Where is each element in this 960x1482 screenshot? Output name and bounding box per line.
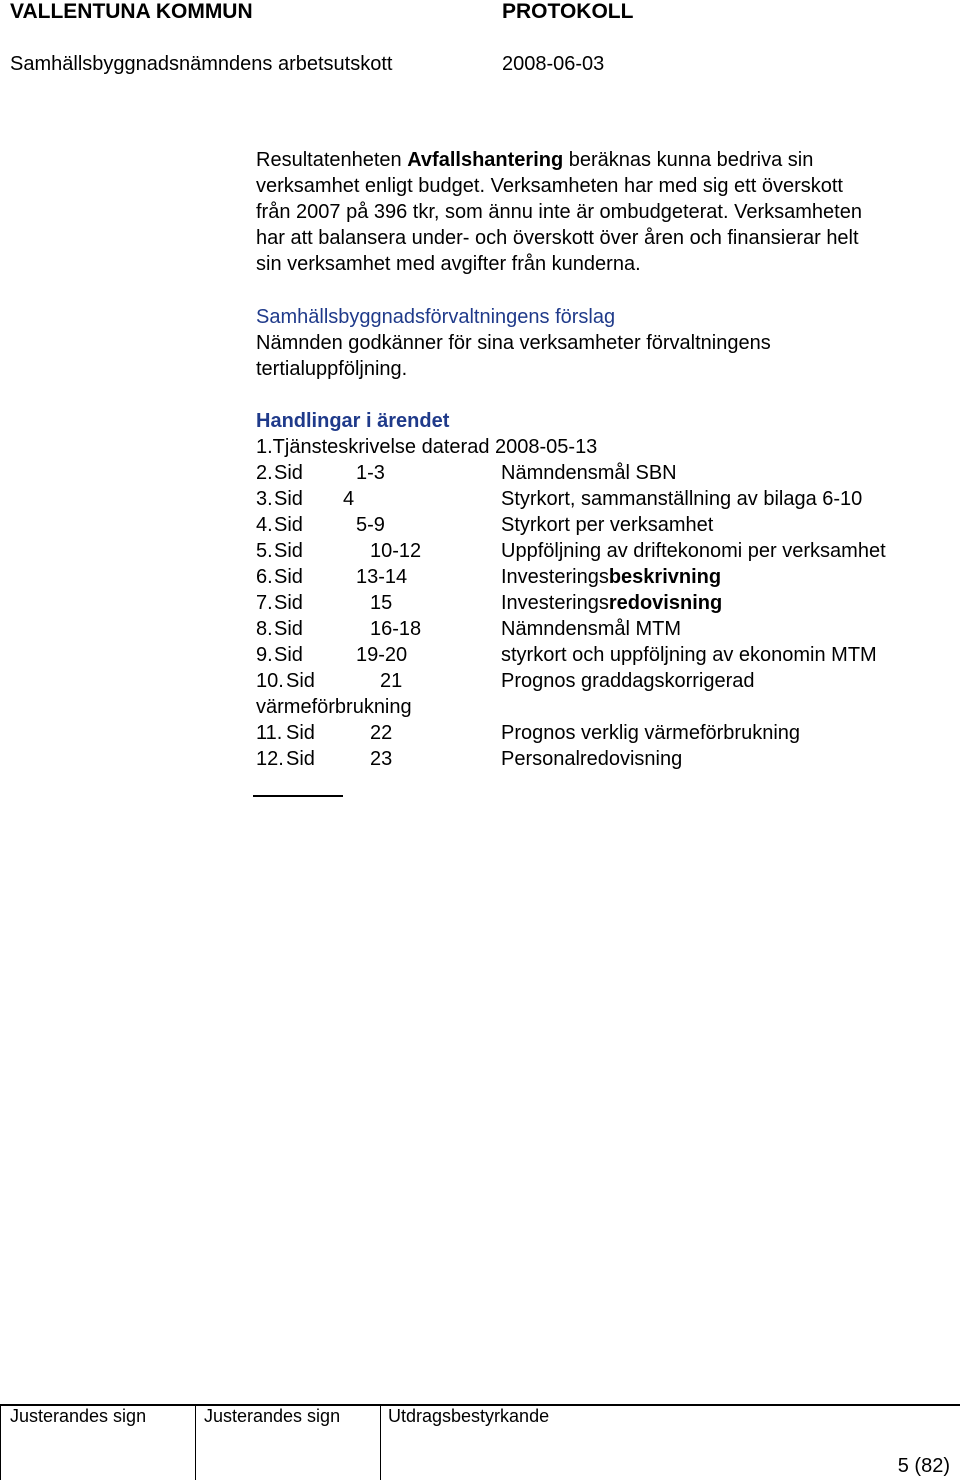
footer-cell-border bbox=[380, 1404, 381, 1480]
document-item: 12. Sid 23 Personalredovisning bbox=[256, 748, 683, 770]
document-item: 10. Sid 21 Prognos graddagskorrigerad bbox=[256, 670, 755, 692]
intro-prefix: Resultatenheten bbox=[256, 149, 408, 171]
intro-bold: Avfallshantering bbox=[407, 149, 564, 171]
paragraph-line-2: verksamhet enligt budget. Verksamheten har med sig ett överskott bbox=[256, 175, 843, 197]
document-item-10-continuation: värmeförbrukning bbox=[256, 696, 412, 718]
footer-sign-2: Justerandes sign bbox=[204, 1406, 341, 1426]
document-item-1: 1.Tjänsteskrivelse daterad 2008-05-13 bbox=[256, 436, 598, 458]
documents-heading: Handlingar i ärendet bbox=[256, 410, 450, 432]
municipality-name: VALLENTUNA KOMMUN bbox=[10, 0, 253, 23]
proposal-heading: Samhällsbyggnadsförvaltningens förslag bbox=[256, 306, 616, 328]
paragraph-line-3: från 2007 på 396 tkr, som ännu inte är ombudgeterat. Verksamheten bbox=[256, 201, 862, 223]
document-item: 7. Sid 15 Investeringsredovisning bbox=[256, 592, 723, 614]
committee-name: Samhällsbyggnadsnämndens arbetsutskott bbox=[10, 53, 393, 75]
footer-cell-border bbox=[195, 1404, 196, 1480]
document-item: 4. Sid 5-9 Styrkort per verksamhet bbox=[256, 514, 714, 536]
footer-sign-1: Justerandes sign bbox=[10, 1406, 147, 1426]
documents-section bbox=[256, 408, 946, 772]
proposal-section bbox=[256, 304, 946, 382]
section-end-rule bbox=[253, 795, 343, 797]
page-number: 5 (82) bbox=[897, 1455, 950, 1477]
document-item: 5. Sid 10-12 Uppföljning av driftekonomi per verksamhet bbox=[256, 540, 886, 562]
proposal-line-2: tertialuppföljning. bbox=[256, 358, 408, 380]
document-item: 9. Sid 19-20 styrkort och uppföljning av ekonomin MTM bbox=[256, 644, 877, 666]
document-type: PROTOKOLL bbox=[502, 0, 634, 23]
proposal-line-1: Nämnden godkänner för sina verksamheter förvaltningens bbox=[256, 332, 771, 354]
paragraph-line-5: sin verksamhet med avgifter från kunderna. bbox=[256, 253, 641, 275]
document-item: 3. Sid 4 Styrkort, sammanställning av bilaga 6-10 bbox=[256, 488, 863, 510]
paragraph-line-4: har att balansera under- och överskott över åren och finansierar helt bbox=[256, 227, 859, 249]
document-item: 11. Sid 22 Prognos verklig värmeförbrukning bbox=[256, 722, 801, 744]
document-item: 2. Sid 1-3 Nämndensmål SBN bbox=[256, 462, 677, 484]
budget-paragraph bbox=[256, 147, 946, 277]
footer-cell-border bbox=[0, 1404, 1, 1480]
document-item: 6. Sid 13-14 Investeringsbeskrivning bbox=[256, 566, 722, 588]
footer-extract-certification: Utdragsbestyrkande bbox=[388, 1406, 550, 1426]
document-item: 8. Sid 16-18 Nämndensmål MTM bbox=[256, 618, 682, 640]
meeting-date: 2008-06-03 bbox=[502, 53, 605, 75]
intro-rest: beräknas kunna bedriva sin bbox=[563, 149, 814, 171]
